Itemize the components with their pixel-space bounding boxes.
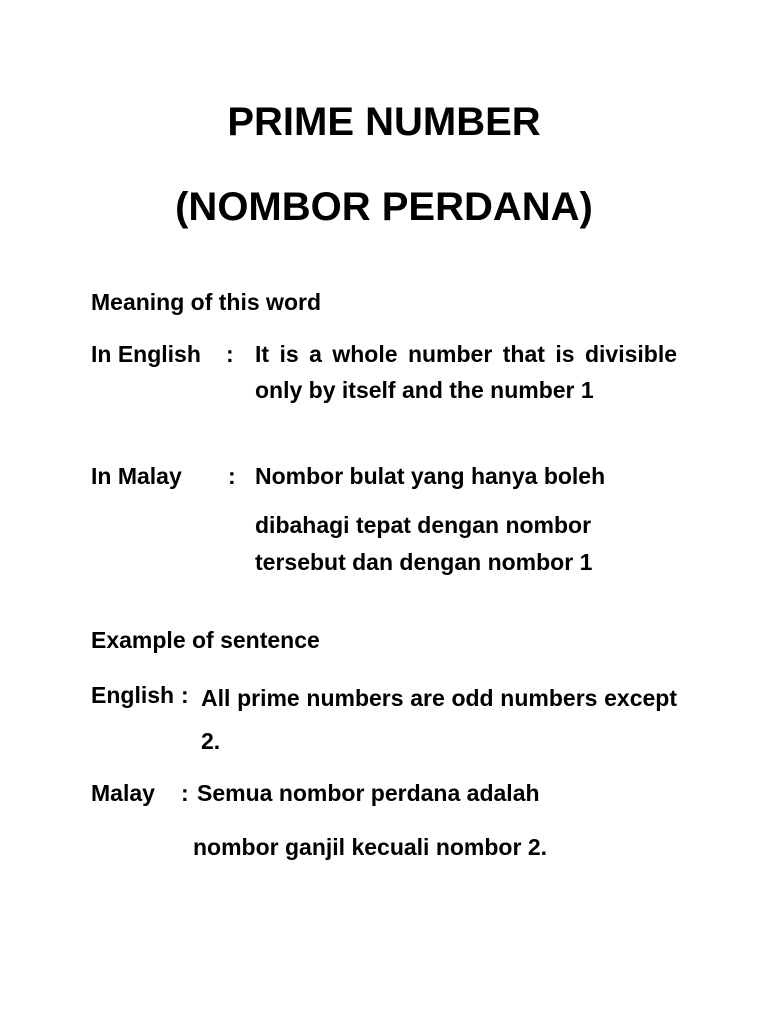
english-label: In English (91, 341, 201, 367)
malay-definition-line-1: Nombor bulat yang hanya boleh (255, 463, 606, 489)
page-subtitle: (NOMBOR PERDANA) (175, 185, 593, 229)
malay-label: In Malay (91, 463, 182, 489)
example-malay-colon: : (181, 780, 189, 806)
example-heading: Example of sentence (91, 627, 320, 653)
english-colon: : (226, 341, 234, 367)
example-english-label: English (91, 682, 175, 708)
example-english-sentence: All prime numbers are odd numbers except 2. (201, 685, 677, 754)
malay-definition-line-2: dibahagi tepat dengan nombor (255, 512, 592, 538)
page-title: PRIME NUMBER (227, 100, 541, 144)
malay-colon: : (228, 463, 236, 489)
example-malay-sentence-line-2: nombor ganjil kecuali nombor 2. (193, 834, 547, 860)
meaning-heading: Meaning of this word (91, 289, 321, 315)
malay-definition-line-3: tersebut dan dengan nombor 1 (255, 549, 593, 575)
example-english-colon: : (181, 682, 189, 708)
english-definition: It is a whole number that is divisible only by itself and the number 1 (255, 341, 677, 403)
example-malay-sentence-line-1: Semua nombor perdana adalah (197, 780, 540, 806)
example-malay-label: Malay (91, 780, 155, 806)
